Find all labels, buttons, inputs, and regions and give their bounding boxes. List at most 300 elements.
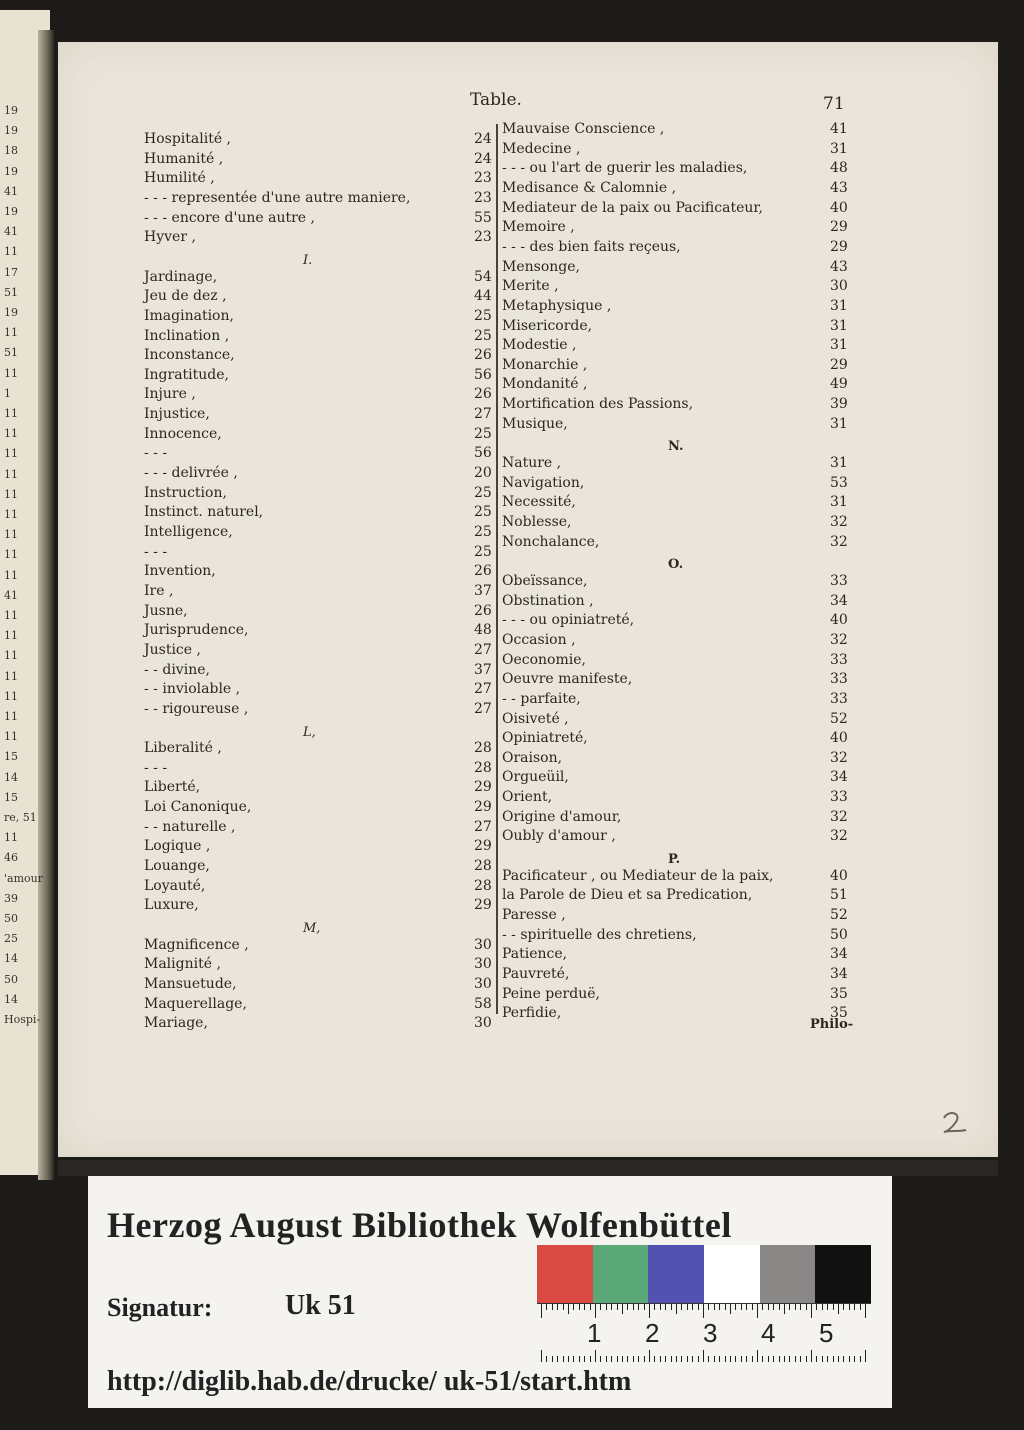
ruler-tick	[600, 1304, 601, 1310]
index-entry: Inconstance,	[144, 347, 235, 364]
index-entry: Origine d'amour,	[502, 808, 622, 825]
color-swatch	[760, 1245, 816, 1303]
index-page-number: 34	[830, 965, 848, 982]
ruler-tick	[779, 1356, 780, 1362]
index-entry: Louange,	[144, 858, 210, 875]
index-entry: Nature ,	[502, 455, 562, 472]
ruler-tick	[644, 1304, 645, 1310]
left-page-fragment: 14	[4, 992, 18, 1006]
index-page-number: 29	[474, 838, 492, 855]
ruler-tick	[606, 1304, 607, 1310]
left-page-fragment: 11	[4, 609, 18, 622]
index-entry: Hyver ,	[144, 229, 196, 246]
ruler-tick	[735, 1356, 736, 1362]
index-page-number: 54	[474, 268, 492, 285]
index-entry: Mondanité ,	[502, 376, 588, 393]
ruler-tick	[762, 1356, 763, 1362]
index-page-number: 25	[474, 504, 492, 521]
ruler-tick	[660, 1356, 661, 1362]
ruler-tick	[795, 1304, 796, 1310]
index-page-number: 52	[830, 907, 848, 923]
ruler-tick	[860, 1356, 861, 1362]
book-gutter	[38, 30, 54, 1180]
ruler-tick	[827, 1356, 828, 1362]
ruler-tick	[730, 1356, 731, 1362]
left-page-fragment: 15	[4, 790, 18, 804]
left-page-fragment: 19	[4, 164, 18, 178]
left-page-fragment: 19	[4, 205, 18, 218]
index-entry: Intelligence,	[144, 524, 233, 540]
ruler-tick	[671, 1304, 672, 1310]
index-page-number: 32	[830, 631, 848, 648]
ruler-tick	[584, 1304, 585, 1310]
section-letter: O.	[668, 557, 684, 573]
index-page-number: 26	[474, 347, 492, 364]
index-entry: - - - ou opiniatreté,	[502, 612, 635, 629]
ruler-tick	[552, 1356, 553, 1362]
index-page-number: 31	[830, 337, 848, 354]
ruler-tick	[541, 1350, 542, 1362]
ruler-tick	[833, 1304, 834, 1310]
index-entry: Liberalité ,	[144, 740, 222, 757]
ruler-tick	[843, 1356, 844, 1362]
index-page-number: 40	[830, 730, 848, 747]
index-entry: Oeconomie,	[502, 651, 586, 668]
ruler-tick	[573, 1356, 574, 1362]
ruler-tick	[833, 1356, 834, 1362]
index-entry: Occasion ,	[502, 631, 576, 648]
index-entry: Hospitalité ,	[144, 131, 232, 147]
ruler-tick	[854, 1356, 855, 1362]
ruler-tick	[557, 1356, 558, 1362]
ruler-tick	[708, 1356, 709, 1362]
ruler-number: 1	[587, 1318, 602, 1348]
ruler-tick	[557, 1304, 558, 1310]
left-page-fragment: 14	[4, 770, 18, 784]
index-page-number: 24	[474, 131, 492, 147]
ruler-tick	[806, 1356, 807, 1362]
ruler-tick	[573, 1304, 574, 1310]
ruler-tick	[622, 1304, 623, 1314]
index-entry: Medisance & Calomnie ,	[502, 179, 677, 196]
ruler-tick	[800, 1356, 801, 1362]
ruler-tick	[714, 1356, 715, 1362]
ruler-tick	[676, 1304, 677, 1314]
index-page-number: 23	[474, 170, 492, 187]
ruler-tick	[579, 1356, 580, 1362]
ruler-tick	[768, 1304, 769, 1310]
index-page-number: 25	[474, 307, 492, 324]
index-entry: Malignité ,	[144, 956, 221, 973]
index-page-number: 28	[474, 858, 492, 875]
index-entry: Oraison,	[502, 749, 563, 766]
index-entry: - - rigoureuse ,	[144, 700, 249, 717]
index-page-number: 48	[474, 622, 492, 639]
index-page-number: 29	[830, 356, 848, 373]
index-page-number: 34	[830, 769, 848, 786]
left-page-fragment: 11	[4, 568, 18, 582]
index-page-number: 25	[474, 327, 492, 344]
ruler-tick	[590, 1304, 591, 1310]
ruler-tick	[714, 1304, 715, 1310]
ruler-tick	[768, 1356, 769, 1362]
index-page-number: 37	[474, 661, 492, 678]
index-entry: Nonchalance,	[502, 533, 600, 550]
ruler-tick	[644, 1356, 645, 1362]
ruler-tick	[708, 1304, 709, 1310]
index-entry: Justice ,	[144, 641, 201, 658]
ruler-tick	[719, 1304, 720, 1310]
ruler-tick	[617, 1356, 618, 1362]
library-url[interactable]: http://diglib.hab.de/drucke/ uk-51/start.htm	[107, 1366, 632, 1397]
left-page-fragment: 18	[4, 144, 18, 158]
ruler-tick	[633, 1356, 634, 1362]
left-page-fragment: 11	[4, 730, 18, 744]
ruler-tick	[816, 1304, 817, 1310]
ruler-tick	[806, 1304, 807, 1310]
index-entry: Mansuetude,	[144, 975, 237, 992]
index-page-number: 48	[830, 160, 848, 177]
ruler-tick	[698, 1356, 699, 1362]
color-swatch	[704, 1245, 760, 1303]
index-entry: Magnificence ,	[144, 936, 249, 953]
ruler-tick	[719, 1356, 720, 1362]
index-page-number: 31	[830, 297, 848, 314]
index-entry: Paresse ,	[502, 907, 566, 923]
index-entry: Loi Canonique,	[144, 799, 252, 816]
ruler-tick	[633, 1304, 634, 1310]
left-page-fragment: 11	[4, 326, 18, 340]
index-page-number: 30	[474, 936, 492, 953]
index-page-number: 30	[474, 956, 492, 973]
index-entry: Imagination,	[144, 307, 234, 324]
ruler-tick	[681, 1356, 682, 1362]
left-page-fragment: 11	[4, 629, 18, 643]
index-entry: Metaphysique ,	[502, 297, 612, 314]
ruler-tick	[703, 1350, 704, 1362]
ruler-tick	[568, 1356, 569, 1362]
index-entry: Opiniatreté,	[502, 730, 588, 747]
index-entry: - - - des bien faits reçeus,	[502, 238, 681, 255]
ruler-tick	[622, 1356, 623, 1362]
index-page-number: 23	[474, 229, 492, 246]
index-page-number: 53	[830, 474, 848, 491]
library-title: Herzog August Bibliothek Wolfenbüttel	[107, 1205, 732, 1245]
ruler-tick	[784, 1356, 785, 1362]
ruler-tick	[627, 1304, 628, 1310]
index-page-number: 31	[830, 494, 848, 511]
left-page-fragment: Hospi-	[4, 1013, 41, 1026]
left-page-fragment: 11	[4, 447, 18, 461]
ruler-tick	[725, 1304, 726, 1310]
ruler-tick	[811, 1304, 812, 1318]
index-page-number: 29	[830, 219, 848, 236]
ruler-tick	[752, 1356, 753, 1362]
measurement-ruler	[537, 1303, 871, 1362]
index-page-number: 33	[830, 690, 848, 707]
index-entry: Oubly d'amour ,	[502, 828, 616, 845]
left-page-fragment: 11	[4, 407, 18, 420]
index-entry: Oisiveté ,	[502, 710, 569, 727]
ruler-tick	[730, 1304, 731, 1314]
ruler-tick	[687, 1304, 688, 1310]
index-entry: - - - ou l'art de guerir les maladies,	[502, 160, 748, 177]
ruler-tick	[822, 1304, 823, 1310]
ruler-tick	[757, 1304, 758, 1318]
index-entry: Peine perduë,	[502, 985, 600, 1002]
signatur-label: Signatur:	[107, 1293, 213, 1322]
index-entry: Ingratitude,	[144, 366, 229, 383]
ruler-tick	[665, 1356, 666, 1362]
ruler-tick	[660, 1304, 661, 1310]
index-entry: Mediateur de la paix ou Pacificateur,	[502, 199, 763, 216]
index-page-number: 31	[830, 415, 848, 432]
left-page-fragment: 19	[4, 124, 18, 138]
left-page-fragment: 11	[4, 467, 18, 481]
ruler-tick	[735, 1304, 736, 1310]
left-page-fragment: 19	[4, 104, 18, 117]
index-entry: Jeu de dez ,	[144, 288, 227, 305]
index-page-number: 35	[830, 1005, 848, 1022]
ruler-number: 2	[645, 1318, 660, 1348]
page-shadow	[58, 1160, 998, 1176]
index-entry: Oeuvre manifeste,	[502, 671, 633, 688]
ruler-tick	[703, 1304, 704, 1318]
ruler-tick	[865, 1350, 866, 1362]
index-entry: Orient,	[502, 789, 553, 806]
index-page-number: 23	[474, 189, 492, 206]
ruler-tick	[725, 1356, 726, 1362]
index-entry: Mauvaise Conscience ,	[502, 121, 665, 137]
section-letter: L,	[303, 724, 316, 740]
ruler-tick	[638, 1304, 639, 1310]
ruler-tick	[773, 1356, 774, 1362]
ruler-tick	[746, 1356, 747, 1362]
index-page-number: 28	[474, 759, 492, 776]
left-page-fragment: 11	[4, 508, 18, 521]
index-page-number: 43	[830, 258, 848, 275]
left-page-fragment: 25	[4, 932, 18, 946]
color-swatch	[593, 1245, 649, 1303]
left-page-fragment: 46	[4, 851, 18, 865]
ruler-tick	[563, 1304, 564, 1310]
catchword: Philo-	[810, 1017, 854, 1032]
ruler-tick	[741, 1304, 742, 1310]
index-page-number: 25	[474, 524, 492, 540]
index-page-number: 32	[830, 514, 848, 530]
ruler-tick	[568, 1304, 569, 1314]
section-letter: I.	[303, 252, 313, 268]
section-letter: N.	[668, 439, 684, 455]
index-entry: Invention,	[144, 563, 216, 580]
index-entry: Jusne,	[144, 602, 188, 619]
index-page-number: 32	[830, 533, 848, 550]
index-entry: Musique,	[502, 415, 568, 432]
index-page-number: 40	[830, 199, 848, 216]
ruler-tick	[617, 1304, 618, 1310]
ruler-tick	[698, 1304, 699, 1310]
ruler-tick	[541, 1304, 542, 1318]
ruler-tick	[865, 1304, 866, 1318]
left-page-fragment: 11	[4, 649, 18, 663]
ruler-tick	[822, 1356, 823, 1362]
color-calibration-swatches	[537, 1245, 871, 1303]
left-page-fragment: 11	[4, 366, 18, 380]
index-page-number: 33	[830, 651, 848, 668]
ruler-tick	[849, 1304, 850, 1310]
index-entry: Misericorde,	[502, 317, 593, 334]
left-page-fragment: 1	[4, 386, 11, 400]
left-page-fragment: 41	[4, 184, 18, 198]
index-page-number: 30	[474, 1015, 492, 1032]
ruler-tick	[611, 1304, 612, 1310]
index-entry: Mensonge,	[502, 258, 580, 275]
index-entry: - - spirituelle des chretiens,	[502, 926, 697, 943]
index-entry: Orgueüil,	[502, 769, 569, 786]
index-page-number: 44	[474, 288, 492, 305]
ruler-tick	[838, 1304, 839, 1314]
index-entry: - - parfaite,	[502, 690, 581, 707]
index-entry: Injustice,	[144, 406, 210, 423]
page	[58, 42, 998, 1157]
index-entry: Instinct. naturel,	[144, 504, 264, 521]
index-page-number: 27	[474, 406, 492, 423]
ruler-number: 5	[819, 1318, 834, 1348]
ruler-tick	[654, 1304, 655, 1310]
color-swatch	[537, 1245, 593, 1303]
index-page-number: 26	[474, 386, 492, 403]
left-page-fragment: 11	[4, 710, 18, 723]
column-divider	[496, 124, 498, 1014]
index-page-number: 28	[474, 740, 492, 757]
left-page-fragment: 41	[4, 225, 18, 239]
index-page-number: 33	[830, 671, 848, 688]
index-page-number: 37	[474, 582, 492, 599]
index-page-number: 24	[474, 150, 492, 167]
section-letter: M,	[303, 921, 321, 936]
ruler-tick	[611, 1356, 612, 1362]
index-page-number: 27	[474, 700, 492, 717]
index-entry: - - naturelle ,	[144, 818, 236, 835]
index-entry: Luxure,	[144, 897, 199, 914]
ruler-tick	[784, 1304, 785, 1314]
index-page-number: 56	[474, 445, 492, 462]
index-entry: - - -	[144, 759, 168, 776]
index-page-number: 25	[474, 484, 492, 501]
ruler-tick	[811, 1350, 812, 1362]
left-page-fragment: 11	[4, 548, 18, 562]
left-page-fragment: 50	[4, 972, 18, 986]
index-page-number: 33	[830, 789, 848, 806]
ruler-tick	[789, 1304, 790, 1310]
index-page-number: 20	[474, 465, 492, 482]
index-entry: Obstination ,	[502, 592, 594, 609]
index-entry: - - - encore d'une autre ,	[144, 209, 315, 226]
index-page-number: 35	[830, 985, 848, 1002]
left-page-fragment: 11	[4, 669, 18, 683]
index-page-number: 27	[474, 818, 492, 835]
ruler-tick	[638, 1356, 639, 1362]
ruler-tick	[595, 1350, 596, 1362]
ruler-tick	[627, 1356, 628, 1362]
index-entry: Navigation,	[502, 474, 585, 491]
index-page-number: 32	[830, 749, 848, 766]
ruler-tick	[849, 1356, 850, 1362]
ruler-tick	[649, 1350, 650, 1362]
index-entry: Instruction,	[144, 484, 227, 501]
left-page-fragment: 50	[4, 912, 18, 925]
left-page-fragment: 15	[4, 750, 18, 764]
index-page-number: 28	[474, 877, 492, 894]
index-page-number: 25	[474, 543, 492, 560]
ruler-tick	[579, 1304, 580, 1310]
index-page-number: 33	[830, 572, 848, 589]
ruler-tick	[563, 1356, 564, 1362]
index-entry: - - - delivrée ,	[144, 465, 238, 482]
running-header: Table.	[470, 90, 522, 110]
left-page-fragment: 11	[4, 528, 18, 542]
ruler-tick	[843, 1304, 844, 1310]
left-page-fragment: 11	[4, 831, 18, 845]
index-page-number: 30	[474, 975, 492, 992]
left-page-fragment: 19	[4, 306, 18, 319]
left-page-fragment: re, 51	[4, 811, 37, 824]
index-page-number: 56	[474, 366, 492, 383]
left-page-fragment: 17	[4, 265, 18, 279]
left-page-fragment: 41	[4, 588, 18, 602]
index-entry: Medecine ,	[502, 140, 581, 157]
index-page-number: 39	[830, 396, 848, 413]
index-page-number: 26	[474, 602, 492, 619]
left-page-fragment: 11	[4, 487, 18, 501]
index-entry: Mariage,	[144, 1015, 208, 1032]
index-entry: Loyauté,	[144, 877, 206, 894]
index-entry: - - -	[144, 543, 168, 560]
ruler-tick	[676, 1356, 677, 1362]
ruler-tick	[546, 1304, 547, 1310]
ruler-tick	[795, 1356, 796, 1362]
index-page-number: 27	[474, 641, 492, 658]
index-page-number: 26	[474, 563, 492, 580]
index-page-number: 29	[474, 799, 492, 816]
ruler-tick	[649, 1304, 650, 1318]
index-page-number: 31	[830, 455, 848, 472]
index-entry: Ire ,	[144, 582, 174, 599]
left-page-fragment: 11	[4, 689, 18, 703]
index-entry: - - -	[144, 445, 168, 462]
index-page-number: 51	[830, 887, 848, 904]
ruler-tick	[681, 1304, 682, 1310]
index-page-number: 55	[474, 209, 492, 226]
left-page-fragment: 51	[4, 346, 18, 360]
index-entry: Humilité ,	[144, 170, 215, 187]
color-swatch	[815, 1245, 871, 1303]
index-entry: Memoire ,	[502, 219, 575, 236]
left-page-fragment: 11	[4, 427, 18, 441]
pencil-mark-icon	[940, 1110, 968, 1134]
index-entry: Noblesse,	[502, 514, 572, 530]
ruler-tick	[584, 1356, 585, 1362]
index-page-number: 49	[830, 376, 848, 393]
index-entry: - - - representée d'une autre maniere,	[144, 189, 411, 206]
index-page-number: 52	[830, 710, 848, 727]
left-page-fragment: 11	[4, 245, 18, 259]
left-page-fragment: 14	[4, 952, 18, 966]
index-entry: Injure ,	[144, 386, 196, 403]
ruler-tick	[860, 1304, 861, 1310]
ruler-tick	[838, 1356, 839, 1362]
ruler-tick	[687, 1356, 688, 1362]
